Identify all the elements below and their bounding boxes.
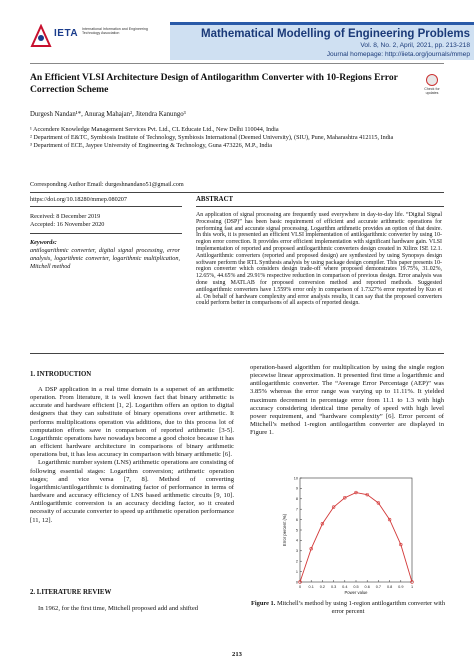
y-tick-label: 9 bbox=[295, 486, 298, 491]
introduction-body bbox=[30, 386, 234, 525]
y-tick-label: 6 bbox=[295, 517, 298, 522]
affiliation-1: ¹ Accendere Knowledge Management Services Pvt. Ltd., CL Educate Ltd., New Delhi 110044, India bbox=[30, 126, 279, 133]
x-tick-label: 0.1 bbox=[308, 585, 314, 589]
band-top-bar bbox=[170, 22, 474, 25]
page-number: 213 bbox=[232, 651, 242, 658]
logo-mark-icon bbox=[30, 24, 52, 48]
crossmark-badge[interactable] bbox=[420, 74, 444, 102]
accepted-date: Accepted: 16 November 2020 bbox=[30, 221, 105, 228]
corresponding-author[interactable]: Corresponding Author Email: durgeshnandano51@gmail.com bbox=[30, 181, 184, 188]
journal-band bbox=[170, 22, 474, 60]
y-tick-label: 5 bbox=[295, 528, 298, 533]
series-line bbox=[300, 493, 412, 582]
journal-homepage-link[interactable]: Journal homepage: http://iieta.org/journals/mmep bbox=[326, 51, 470, 58]
author-list: Durgesh Nandan¹*, Anurag Mahajan², Jitendra Kanungo³ bbox=[30, 111, 186, 118]
plot-frame bbox=[300, 478, 412, 582]
y-tick-label: 7 bbox=[295, 507, 298, 512]
x-tick-label: 1 bbox=[410, 585, 414, 589]
y-tick-label: 0 bbox=[295, 580, 298, 585]
abstract-text: An application of signal processing are frequently used everywhere in day-to-day life. “Digital Signal Processing (DSP)” has been basic requirement of efficient and accurate arithmetic operations for performing fast and accurate signal processing. Logarithm arithmetic provides an option of that desire. In this work, it is presented an efficient VLSI implementation of antilogarithmic converter by using 10-region error correction. It provides error efficient implementation with significant hardware gain. VLSI implementation of reported and proposed antilogarithmic converters design created in Xilinx ISE 12.1. Antilogarithmic converters (reported and proposed design) are synthesized by using Synopsys design software perform the RTL Synthesis analysis by using package design compiler. This paper presents 10- region converter which considers design trade-off where proposed demonstrates 19.75%, 31.02%, 12.65%, 44.65% and 29.91% respective reduction in comparison of previous design. Error analysis was done using MATLAB for proposed conversion method and reported methods. Suggested antilogarithmic converters have 1.559% error only in comparison of 1.7327% error reported by Kuo et al. On behalf of hardware complexity and error analysis results, it can say that the proposed converters could perform better in comparisons of all aspects of reported design. bbox=[196, 212, 442, 307]
x-axis-label: Power value bbox=[344, 590, 368, 595]
crossmark-label: Check for updates bbox=[424, 87, 440, 96]
article-dates bbox=[30, 213, 104, 229]
section-heading-introduction: 1. INTRODUCTION bbox=[30, 371, 92, 378]
journal-header bbox=[0, 0, 474, 62]
abstract-heading: ABSTRACT bbox=[196, 196, 234, 203]
y-axis-label: Error percent (%) bbox=[282, 513, 287, 547]
y-tick-label: 4 bbox=[295, 538, 298, 543]
x-tick-label: 0.8 bbox=[386, 585, 393, 589]
keywords-heading: Keywords: bbox=[30, 239, 57, 246]
y-tick-label: 2 bbox=[295, 559, 298, 564]
journal-title: Mathematical Modelling of Engineering Problems bbox=[200, 28, 470, 40]
x-tick-label: 0.5 bbox=[353, 585, 359, 589]
literature-paragraph-1: In 1962, for the first time, Mitchell proposed add and shifted bbox=[38, 605, 199, 612]
meta-rule-right bbox=[196, 206, 444, 207]
x-tick-label: 0.3 bbox=[330, 585, 337, 589]
keywords-list: antilogarithmic converter, digital signal processing, error analysis, logarithmic converter, logarithmic multiplication, Mitchell method bbox=[30, 247, 180, 270]
x-tick-label: 0 bbox=[298, 585, 302, 589]
affiliation-3: ³ Department of ECE, Jaypee University of Engineering & Technology, Guna 473226, M.P., India bbox=[30, 141, 272, 149]
y-tick-label: 10 bbox=[293, 476, 298, 481]
publisher-logo[interactable] bbox=[30, 24, 160, 50]
x-tick-label: 0.7 bbox=[375, 585, 382, 589]
doi-link[interactable]: https://doi.org/10.18280/mmep.080207 bbox=[30, 196, 127, 203]
y-tick-label: 1 bbox=[295, 569, 298, 574]
logo-text: IETA bbox=[54, 28, 79, 39]
journal-volume: Vol. 8, No. 2, April, 2021, pp. 213-218 bbox=[360, 42, 470, 49]
y-tick-label: 8 bbox=[295, 497, 298, 502]
intro-paragraph-1: A DSP application in a real time domain is a superset of an arithmetic operation. From literature, it is well known fact that binary arithmetic is accurate and hardware efficient [1, 2]. Logarithm offers an option to digital designers that they can substitute of binary operations over arithmetic. It performs multiplications operation via additions, due to this process lot of computation efforts save in comparison of reported arithmetic [3-5]. Logarithmic operations have nowadays become a good choice because it has an efficient hardware architecture in comparisons of binary arithmetic operations but, it has less accuracy in comparison with binary arithmetic [6]. bbox=[30, 386, 234, 459]
affiliations bbox=[30, 126, 440, 150]
intro-paragraph-2: Logarithmic number system (LNS) arithmetic operations are consisting of following essential stages: Logarithm conversion; arithmetic operation stages; and vice versa [7, 8]. Method of converting logarithmic/antilogarithmic is dominating factor of performance in terms of hardware and accuracy efficiency of LNS based arithmetic circuits [9, 10]. Antilogarithmic conversion is an accuracy deciding factor, so it created necessity of accurate converter to speed up arithmetic operation performance [11, 12]. bbox=[30, 459, 234, 524]
figure-1-caption-text: Mitchell’s method by using 1-region antilogarithm converter with error percent bbox=[276, 600, 446, 615]
figure-1-caption bbox=[250, 600, 446, 616]
meta-rule-left bbox=[30, 206, 182, 207]
x-tick-label: 0.9 bbox=[398, 585, 404, 589]
figure-1-label: Figure 1. bbox=[250, 600, 276, 607]
crossmark-icon bbox=[426, 74, 438, 86]
x-tick-label: 0.6 bbox=[364, 585, 370, 589]
received-date: Received: 8 December 2019 bbox=[30, 213, 101, 220]
figure-1 bbox=[278, 470, 418, 600]
x-tick-label: 0.4 bbox=[342, 585, 348, 589]
section-heading-literature: 2. LITERATURE REVIEW bbox=[30, 589, 112, 596]
paper-title: An Efficient VLSI Architecture Design of Antilogarithm Converter with 10-Regions Error Correction Scheme bbox=[30, 72, 398, 95]
logo-subtitle: International Information and Engineering Technology Association bbox=[82, 27, 148, 36]
dates-rule bbox=[30, 233, 182, 234]
y-tick-label: 3 bbox=[295, 549, 298, 554]
header-divider bbox=[30, 63, 444, 64]
error-percent-chart bbox=[278, 470, 418, 600]
abstract-rule-bottom bbox=[30, 353, 444, 354]
right-column-text: operation-based algorithm for multiplication by using the single region piecewise linear approximation. It presented first time a logarithmic and antilogarithmic converter. The “Average Error Percentage (AEP)” was 3.85% whereas the error range was varying up to 11.11%. It yielded maximum decrement in percentage error from 11.1 to 1.3 with high accuracy considering identical time penalty of speed with high level power requirement, and “hardware complexity” [6]. Error percent of Mitchell’s method 1-region antilogarithm converter are displayed in Figure 1. bbox=[250, 364, 444, 437]
affiliation-2: ² Department of E&TC, Symbiosis Institute of Technology, Symbiosis International (Deemed University), (SIU), Pune, Maharashtra 412115, India bbox=[30, 133, 394, 141]
literature-body bbox=[30, 605, 234, 613]
meta-rule-top bbox=[30, 192, 444, 193]
x-tick-label: 0.2 bbox=[319, 585, 326, 589]
